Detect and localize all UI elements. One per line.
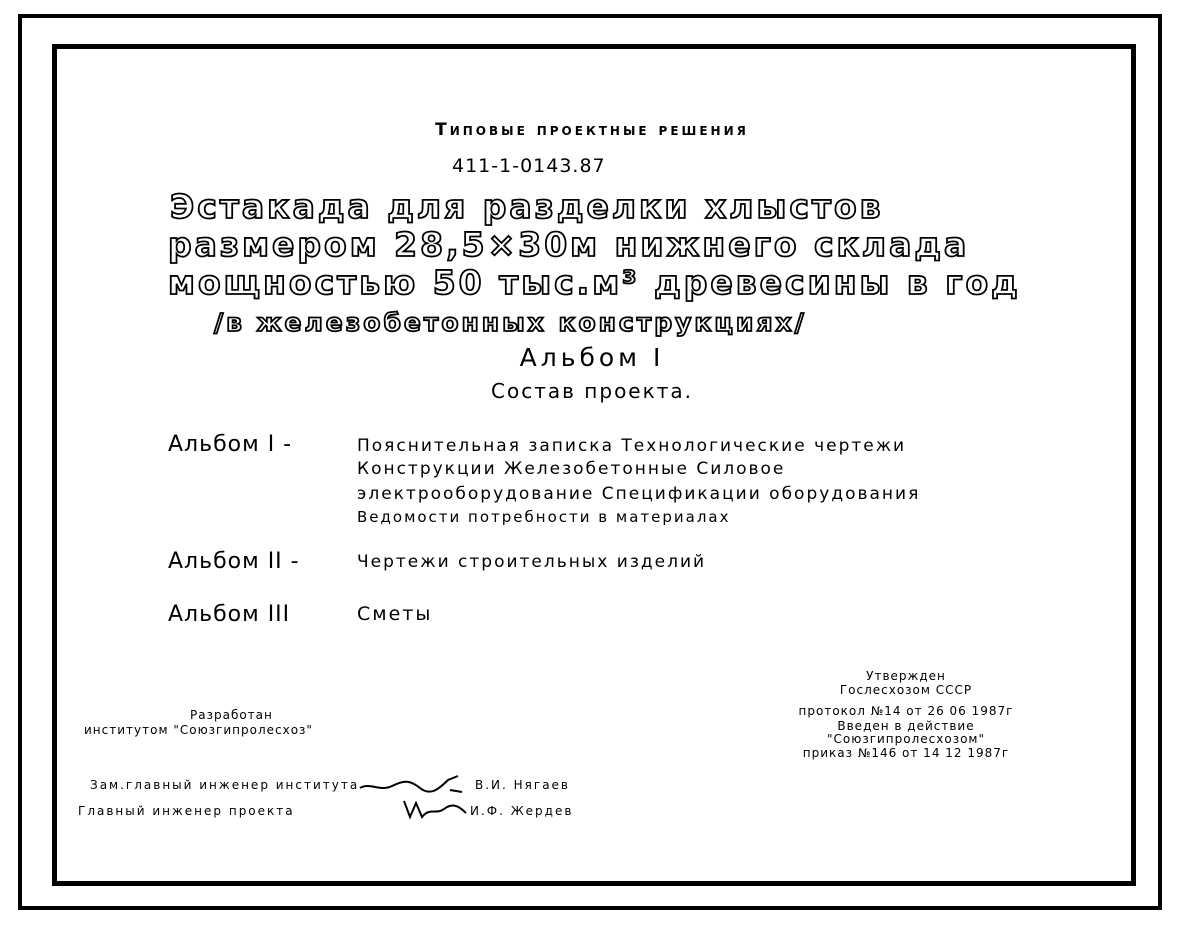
album-1-line-2: Конструкции Железобетонные Силовое: [357, 459, 786, 479]
album-1-line-3: электрооборудование Спецификации оборудования: [357, 484, 921, 504]
album-1-line-1: Пояснительная записка Технологические чертежи: [357, 436, 907, 456]
signature-1-name: В.И. Нягаев: [475, 778, 571, 792]
signature-1-scrawl: [358, 772, 468, 796]
album-3-label: Альбом III: [168, 602, 291, 627]
title-line-1: Эстакада для разделки хлыстов: [170, 187, 884, 226]
title-line-4: /в железобетонных конструкциях/: [214, 308, 807, 337]
signature-2-name: И.Ф. Жердев: [470, 804, 574, 818]
album-2-line-1: Чертежи строительных изделий: [357, 552, 707, 572]
title-line-2: размером 28,5×30м нижнего склада: [168, 225, 970, 264]
developer-line-2: институтом "Союзгипролесхоз": [84, 723, 313, 737]
album-1-line-4: Ведомости потребности в материалах: [357, 508, 731, 526]
album-1-label: Альбом I -: [168, 432, 293, 457]
composition-heading: Состав проекта.: [491, 379, 693, 403]
approval-line-5: "Союзгипролесхозом": [826, 732, 986, 746]
signature-2-role: Главный инженер проекта: [78, 804, 295, 818]
album-2-label: Альбом II -: [168, 549, 300, 574]
approval-line-1: Утвержден: [866, 669, 946, 683]
approval-line-3: протокол №14 от 26 06 1987г: [798, 704, 1014, 718]
album-heading: Альбом I: [519, 343, 665, 372]
signature-1-role: Зам.главный инженер института: [90, 778, 360, 792]
series-heading: Типовые проектные решения: [435, 120, 749, 140]
approval-line-6: приказ №146 от 14 12 1987г: [802, 746, 1010, 760]
signature-2-scrawl: [400, 795, 470, 823]
project-code: 411-1-0143.87: [452, 155, 606, 177]
developer-line-1: Разработан: [190, 708, 273, 722]
album-3-line-1: Сметы: [357, 603, 433, 625]
title-line-3: мощностью 50 тыс.м³ древесины в год: [168, 263, 1021, 302]
approval-line-4: Введен в действие: [837, 719, 975, 733]
approval-line-2: Гослесхозом СССР: [839, 683, 973, 697]
